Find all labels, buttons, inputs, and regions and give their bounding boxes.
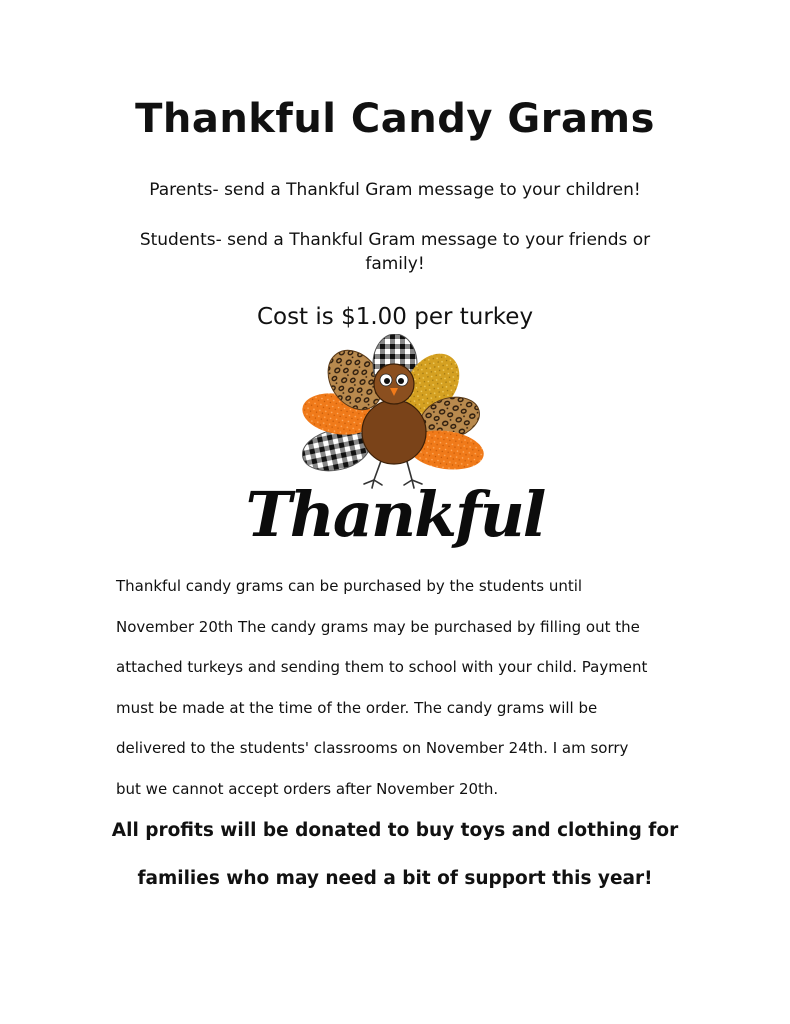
- body-line: Thankful candy grams can be purchased by the students until: [116, 577, 583, 595]
- cost-line: Cost is $1.00 per turkey: [256, 304, 534, 330]
- body-line: must be made at the time of the order. The candy grams will be: [116, 698, 598, 717]
- page-title: Thankful Candy Grams: [135, 96, 655, 142]
- body-line: November 20th The candy grams may be purchased by filling out the: [116, 617, 640, 636]
- parents-line: Parents- send a Thankful Gram message to your children!: [149, 180, 641, 200]
- body-line: but we cannot accept orders after November 20th.: [116, 779, 499, 798]
- thankful-script-graphic: Thankful: [245, 478, 545, 551]
- profits-line-2: families who may need a bit of support this year!: [137, 868, 653, 889]
- turkey-icon: [300, 334, 490, 492]
- students-line: Students- send a Thankful Gram message to your friends or family!: [139, 230, 651, 274]
- body-line: delivered to the students' classrooms on November 24th. I am sorry: [116, 739, 629, 757]
- profits-line-1: All profits will be donated to buy toys and clothing for: [111, 820, 679, 841]
- body-line: attached turkeys and sending them to school with your child. Payment: [116, 658, 648, 676]
- body-paragraph: [116, 572, 676, 815]
